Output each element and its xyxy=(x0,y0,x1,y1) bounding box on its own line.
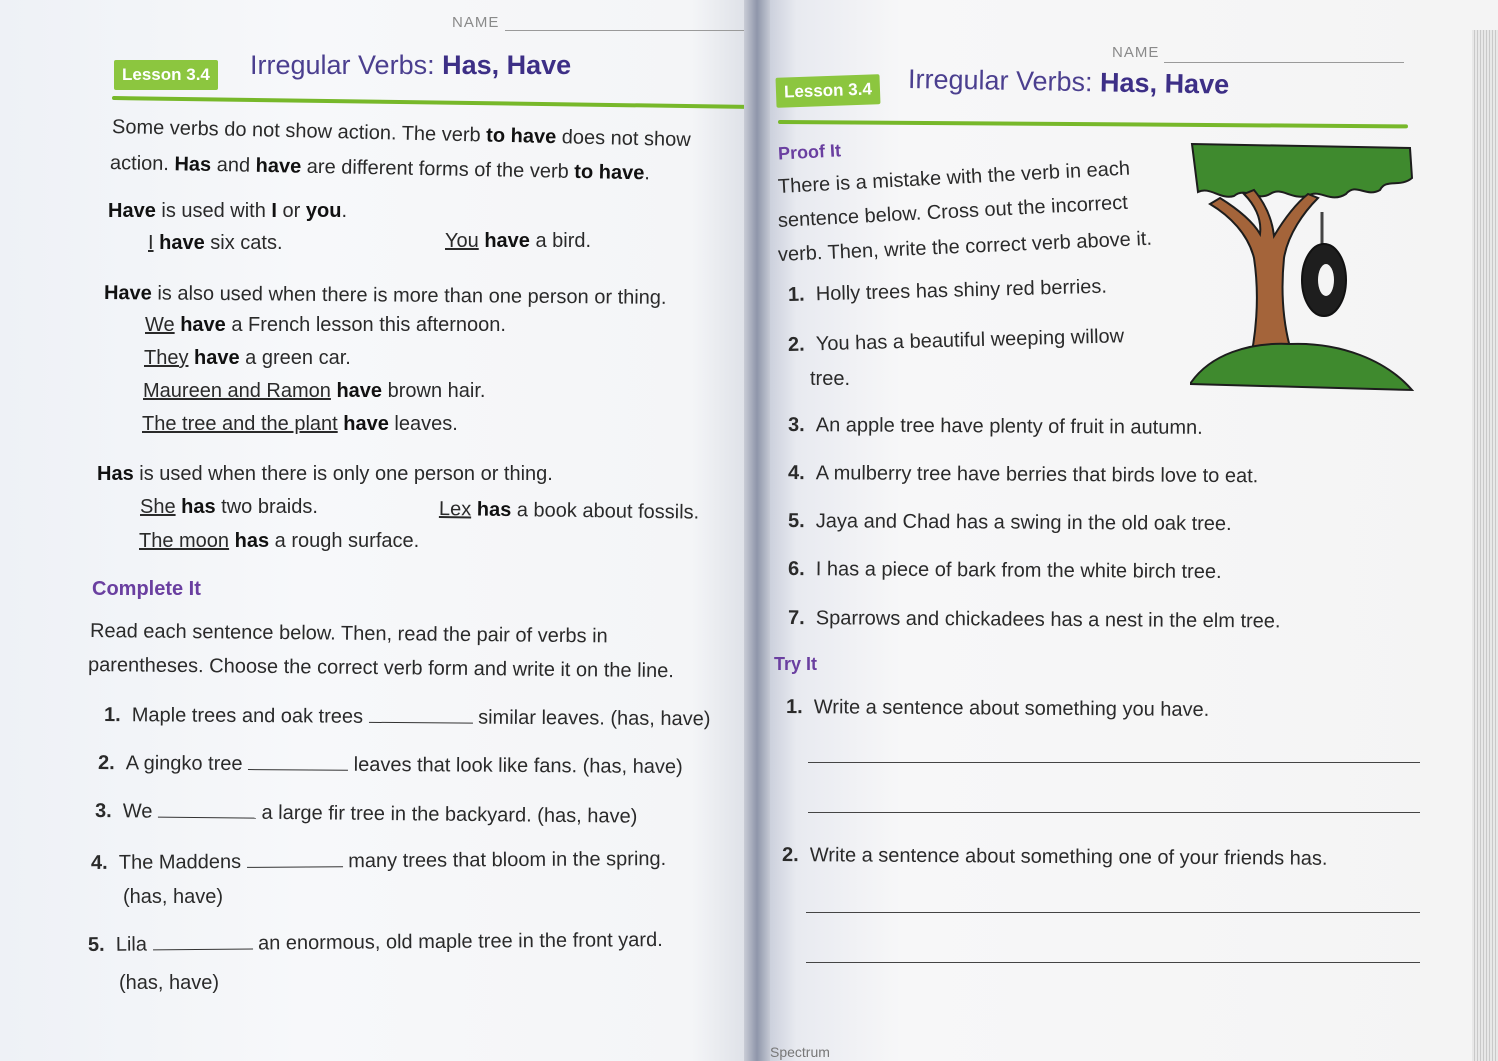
complete-instructions-2: parentheses. Choose the correct verb form and write it on the line. xyxy=(87,654,674,683)
have-example-2: You have a bird. xyxy=(445,230,592,252)
title-bold: Has, Have xyxy=(442,50,572,80)
book-spine xyxy=(744,0,770,1061)
lesson-badge: Lesson 3.4 xyxy=(114,60,218,90)
proof-item-5: 5. Jaya and Chad has a swing in the old oak tree. xyxy=(787,510,1232,536)
have-plural-example-2: They have a green car. xyxy=(144,347,351,369)
have-rule-2: Have is also used when there is more than one person or thing. xyxy=(103,282,667,309)
have-rule: Have is used with I or you. xyxy=(108,200,348,222)
writing-line[interactable] xyxy=(808,812,1420,813)
writing-line[interactable] xyxy=(806,912,1420,913)
complete-item-5: 5. Lila an enormous, old maple tree in the front yard. xyxy=(87,928,663,956)
intro-line-2: action. Has and have are different forms of the verb to have. xyxy=(109,152,651,185)
intro-line-1: Some verbs do not show action. The verb to have does not show xyxy=(111,116,691,152)
try-item-2: 2. Write a sentence about something one of your friends has. xyxy=(781,844,1328,870)
page-edges xyxy=(1472,30,1498,1061)
title-prefix: Irregular Verbs: xyxy=(250,50,443,80)
answer-blank[interactable] xyxy=(158,817,256,819)
writing-line[interactable] xyxy=(808,762,1420,763)
tree-ground xyxy=(1190,344,1412,390)
proof-instructions-1: There is a mistake with the verb in each xyxy=(777,157,1131,198)
answer-blank[interactable] xyxy=(153,949,253,951)
tree-canopy xyxy=(1192,144,1412,197)
have-plural-example-4: The tree and the plant have leaves. xyxy=(142,413,458,435)
title-rule xyxy=(778,120,1408,128)
tree-swing-illustration xyxy=(1190,138,1414,392)
proof-item-2: 2. You has a beautiful weeping willow xyxy=(787,325,1125,356)
proof-item-3: 3. An apple tree have plenty of fruit in autumn. xyxy=(787,414,1203,439)
proof-instructions-3: verb. Then, write the correct verb above it. xyxy=(777,227,1153,266)
title-prefix: Irregular Verbs: xyxy=(907,64,1101,98)
right-page xyxy=(752,0,1498,1061)
tire-hole xyxy=(1318,264,1334,296)
answer-blank[interactable] xyxy=(247,866,343,868)
proof-it-heading: Proof It xyxy=(777,140,842,164)
proof-item-1: 1. Holly trees has shiny red berries. xyxy=(787,275,1108,306)
complete-item-4: 4. The Maddens many trees that bloom in the spring. xyxy=(90,847,667,874)
has-example-3: The moon has a rough surface. xyxy=(139,530,420,552)
answer-blank[interactable] xyxy=(248,769,348,771)
writing-line[interactable] xyxy=(806,962,1420,963)
proof-item-2-cont: tree. xyxy=(810,368,851,390)
proof-instructions-2: sentence below. Cross out the incorrect xyxy=(777,191,1129,232)
name-line xyxy=(505,30,745,31)
name-line xyxy=(1164,62,1404,63)
name-label: NAME xyxy=(1112,44,1160,61)
have-example-1: I have six cats. xyxy=(148,232,283,254)
title-bold: Has, Have xyxy=(1099,67,1230,100)
have-plural-example-1: We have a French lesson this afternoon. xyxy=(145,314,506,336)
name-label: NAME xyxy=(452,14,500,31)
proof-item-7: 7. Sparrows and chickadees has a nest in the elm tree. xyxy=(787,607,1281,633)
lesson-badge: Lesson 3.4 xyxy=(776,74,881,108)
complete-item-5-choices: (has, have) xyxy=(119,972,220,994)
complete-item-3: 3. We a large fir tree in the backyard. (has, have) xyxy=(94,800,638,828)
complete-item-1: 1. Maple trees and oak trees similar leaves. (has, have) xyxy=(103,704,711,731)
answer-blank[interactable] xyxy=(369,722,473,724)
page-title xyxy=(908,64,1230,101)
complete-instructions-1: Read each sentence below. Then, read the pair of verbs in xyxy=(89,620,608,648)
complete-it-heading: Complete It xyxy=(92,578,201,600)
have-plural-example-3: Maureen and Ramon have brown hair. xyxy=(143,380,486,402)
try-item-1: 1. Write a sentence about something you have. xyxy=(785,696,1210,721)
proof-item-4: 4. A mulberry tree have berries that birds love to eat. xyxy=(787,462,1259,488)
proof-item-6: 6. I has a piece of bark from the white birch tree. xyxy=(787,558,1222,584)
has-example-1: She has two braids. xyxy=(140,496,318,518)
footer-publisher: Spectrum xyxy=(770,1044,830,1060)
has-example-2: Lex has a book about fossils. xyxy=(438,498,700,524)
complete-item-2: 2. A gingko tree leaves that look like fans. (has, have) xyxy=(97,752,683,779)
has-rule: Has is used when there is only one person or thing. xyxy=(97,463,553,485)
page-title xyxy=(250,50,571,81)
title-rule xyxy=(112,96,748,109)
try-it-heading: Try It xyxy=(774,654,818,674)
complete-item-4-choices: (has, have) xyxy=(123,886,224,908)
